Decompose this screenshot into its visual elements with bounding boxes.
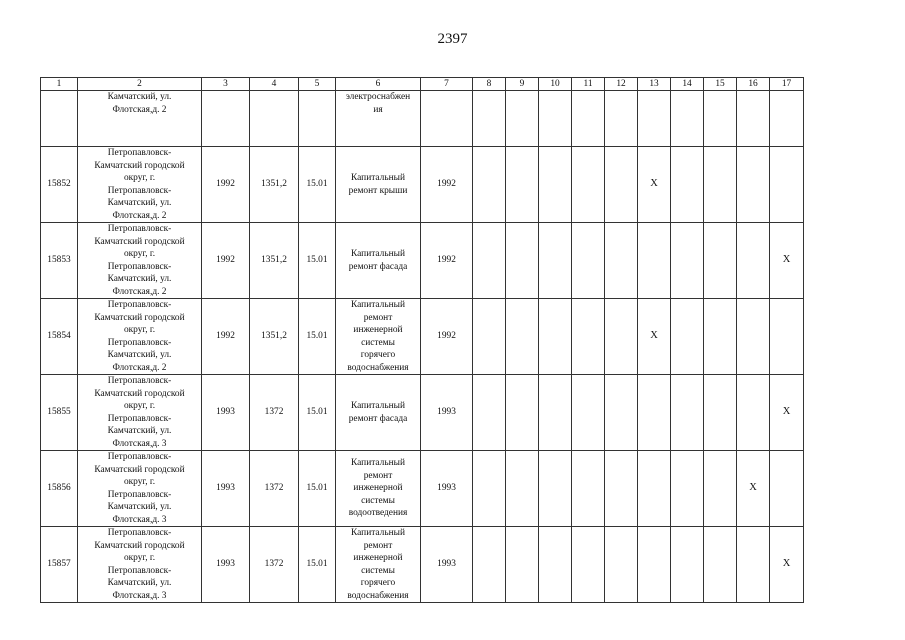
cell-work-year: 1992 bbox=[421, 299, 473, 375]
cell-work: Капитальный ремонт инженерной системы горячего водоснабжения bbox=[336, 299, 421, 375]
empty-cell bbox=[704, 451, 737, 527]
column-number: 17 bbox=[770, 78, 804, 91]
column-number: 4 bbox=[250, 78, 299, 91]
mark-cell: Х bbox=[737, 451, 770, 527]
cell-address: Камчатский, ул. Флотская,д. 2 bbox=[78, 91, 202, 147]
empty-cell bbox=[671, 451, 704, 527]
cell-work-year: 1993 bbox=[421, 375, 473, 451]
column-number: 6 bbox=[336, 78, 421, 91]
empty-cell bbox=[671, 299, 704, 375]
cell-work: Капитальный ремонт крыши bbox=[336, 147, 421, 223]
table-row bbox=[41, 451, 804, 527]
table-row bbox=[41, 375, 804, 451]
cell-date: 15.01 bbox=[299, 147, 336, 223]
cell-area: 1351,2 bbox=[250, 223, 299, 299]
column-number: 8 bbox=[473, 78, 506, 91]
cell-id: 15854 bbox=[41, 299, 78, 375]
empty-cell bbox=[737, 375, 770, 451]
cell-work-year: 1992 bbox=[421, 223, 473, 299]
empty-cell bbox=[671, 147, 704, 223]
column-number-row bbox=[41, 78, 804, 91]
empty-cell bbox=[539, 147, 572, 223]
empty-cell bbox=[572, 147, 605, 223]
mark-cell: Х bbox=[638, 299, 671, 375]
empty-cell bbox=[704, 375, 737, 451]
empty-cell bbox=[671, 527, 704, 603]
cell-id: 15852 bbox=[41, 147, 78, 223]
empty-cell bbox=[572, 451, 605, 527]
cell-id bbox=[41, 91, 78, 147]
empty-cell bbox=[638, 223, 671, 299]
cell-work-year: 1992 bbox=[421, 147, 473, 223]
column-number: 1 bbox=[41, 78, 78, 91]
empty-cell bbox=[704, 299, 737, 375]
table-row bbox=[41, 223, 804, 299]
column-number: 3 bbox=[202, 78, 250, 91]
cell-work: электроснабжен ия bbox=[336, 91, 421, 147]
cell-id: 15855 bbox=[41, 375, 78, 451]
empty-cell bbox=[605, 527, 638, 603]
cell-area: 1372 bbox=[250, 375, 299, 451]
empty-cell bbox=[473, 375, 506, 451]
empty-cell bbox=[605, 223, 638, 299]
cell-work-year: 1993 bbox=[421, 527, 473, 603]
empty-cell bbox=[671, 223, 704, 299]
empty-cell bbox=[539, 451, 572, 527]
cell-area: 1351,2 bbox=[250, 299, 299, 375]
mark-cell: Х bbox=[770, 527, 804, 603]
empty-cell bbox=[605, 451, 638, 527]
column-number: 15 bbox=[704, 78, 737, 91]
cell-id: 15856 bbox=[41, 451, 78, 527]
empty-cell bbox=[539, 375, 572, 451]
empty-cell bbox=[572, 527, 605, 603]
empty-cell bbox=[506, 147, 539, 223]
column-number: 7 bbox=[421, 78, 473, 91]
empty-cell bbox=[638, 527, 671, 603]
empty-cell bbox=[473, 223, 506, 299]
empty-cell bbox=[770, 299, 804, 375]
column-number: 16 bbox=[737, 78, 770, 91]
empty-cell bbox=[737, 223, 770, 299]
cell-date: 15.01 bbox=[299, 299, 336, 375]
column-number: 10 bbox=[539, 78, 572, 91]
cell-address: Петропавловск- Камчатский городской округ, г. Петропавловск- Камчатский, ул. Флотская,д. 2 bbox=[78, 299, 202, 375]
empty-cell bbox=[506, 299, 539, 375]
empty-cell bbox=[506, 451, 539, 527]
cell-area: 1372 bbox=[250, 527, 299, 603]
empty-cell bbox=[737, 299, 770, 375]
column-number: 5 bbox=[299, 78, 336, 91]
cell-date: 15.01 bbox=[299, 375, 336, 451]
column-number: 14 bbox=[671, 78, 704, 91]
column-number: 13 bbox=[638, 78, 671, 91]
cell-year: 1992 bbox=[202, 299, 250, 375]
cell-address: Петропавловск- Камчатский городской округ, г. Петропавловск- Камчатский, ул. Флотская,д. 3 bbox=[78, 451, 202, 527]
table-row bbox=[41, 527, 804, 603]
cell-year: 1993 bbox=[202, 451, 250, 527]
table-row bbox=[41, 147, 804, 223]
empty-cell bbox=[770, 147, 804, 223]
cell-date: 15.01 bbox=[299, 527, 336, 603]
works-table bbox=[40, 77, 804, 603]
empty-cell bbox=[704, 223, 737, 299]
cell-id: 15857 bbox=[41, 527, 78, 603]
column-number: 9 bbox=[506, 78, 539, 91]
empty-cell bbox=[539, 299, 572, 375]
empty-cell bbox=[638, 451, 671, 527]
empty-cell bbox=[473, 527, 506, 603]
empty-cell bbox=[605, 299, 638, 375]
mark-cell: Х bbox=[770, 375, 804, 451]
cell-address: Петропавловск- Камчатский городской округ, г. Петропавловск- Камчатский, ул. Флотская,д. 3 bbox=[78, 375, 202, 451]
empty-cell bbox=[638, 375, 671, 451]
column-number: 2 bbox=[78, 78, 202, 91]
cell-address: Петропавловск- Камчатский городской округ, г. Петропавловск- Камчатский, ул. Флотская,д. 2 bbox=[78, 147, 202, 223]
empty-cell bbox=[506, 223, 539, 299]
empty-cell bbox=[704, 527, 737, 603]
empty-cell bbox=[473, 451, 506, 527]
empty-cell bbox=[473, 147, 506, 223]
continuation-row bbox=[41, 91, 804, 147]
empty-cell bbox=[572, 299, 605, 375]
cell-id: 15853 bbox=[41, 223, 78, 299]
cell-date: 15.01 bbox=[299, 451, 336, 527]
cell-year: 1992 bbox=[202, 147, 250, 223]
empty-cell bbox=[506, 375, 539, 451]
cell-work-year: 1993 bbox=[421, 451, 473, 527]
empty-cell bbox=[572, 375, 605, 451]
cell-year: 1993 bbox=[202, 527, 250, 603]
cell-year: 1992 bbox=[202, 223, 250, 299]
mark-cell: Х bbox=[638, 147, 671, 223]
cell-address: Петропавловск- Камчатский городской округ, г. Петропавловск- Камчатский, ул. Флотская,д. 2 bbox=[78, 223, 202, 299]
cell-work: Капитальный ремонт инженерной системы горячего водоснабжения bbox=[336, 527, 421, 603]
cell-work: Капитальный ремонт фасада bbox=[336, 223, 421, 299]
empty-cell bbox=[770, 451, 804, 527]
empty-cell bbox=[572, 223, 605, 299]
empty-cell bbox=[737, 527, 770, 603]
cell-year: 1993 bbox=[202, 375, 250, 451]
cell-work: Капитальный ремонт фасада bbox=[336, 375, 421, 451]
cell-address: Петропавловск- Камчатский городской округ, г. Петропавловск- Камчатский, ул. Флотская,д. 3 bbox=[78, 527, 202, 603]
mark-cell: Х bbox=[770, 223, 804, 299]
cell-area: 1372 bbox=[250, 451, 299, 527]
column-number: 11 bbox=[572, 78, 605, 91]
empty-cell bbox=[737, 147, 770, 223]
table-row bbox=[41, 299, 804, 375]
empty-cell bbox=[506, 527, 539, 603]
empty-cell bbox=[605, 375, 638, 451]
empty-cell bbox=[539, 223, 572, 299]
empty-cell bbox=[473, 299, 506, 375]
empty-cell bbox=[671, 375, 704, 451]
empty-cell bbox=[704, 147, 737, 223]
column-number: 12 bbox=[605, 78, 638, 91]
cell-date: 15.01 bbox=[299, 223, 336, 299]
empty-cell bbox=[605, 147, 638, 223]
cell-area: 1351,2 bbox=[250, 147, 299, 223]
empty-cell bbox=[539, 527, 572, 603]
page-number: 2397 bbox=[437, 31, 468, 47]
cell-work: Капитальный ремонт инженерной системы водоотведения bbox=[336, 451, 421, 527]
